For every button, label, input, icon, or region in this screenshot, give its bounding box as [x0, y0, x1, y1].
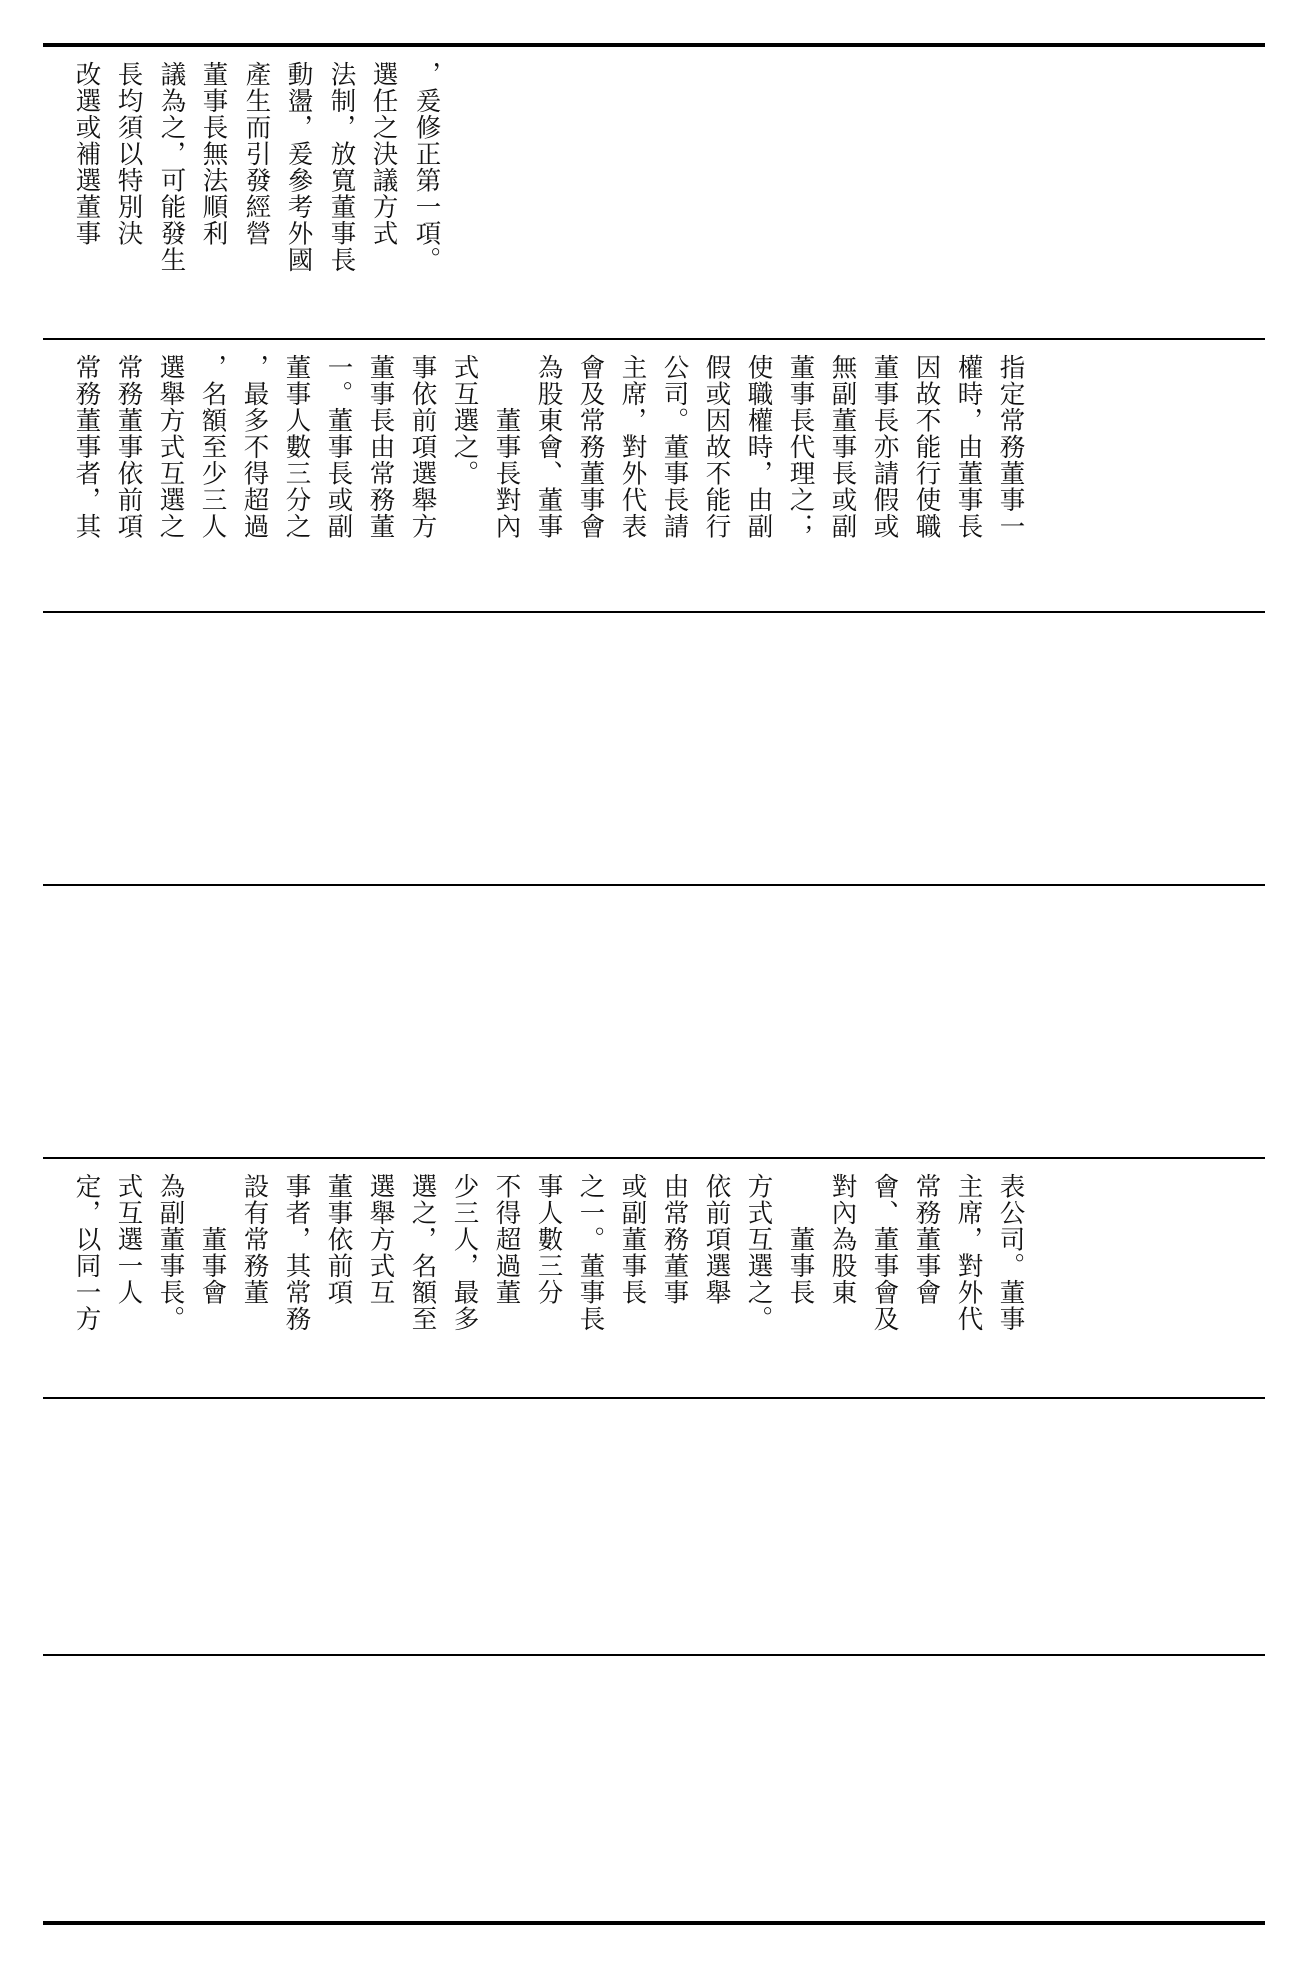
text-column: 常務董事依前項 — [113, 354, 144, 540]
panel-sixth — [43, 1399, 1265, 1654]
text-column: 選舉方式互 — [365, 1173, 396, 1306]
text-column: 主席，對外代表 — [617, 354, 648, 540]
text-column: 設有常務董 — [239, 1173, 270, 1306]
text-column: 或副董事長 — [617, 1173, 648, 1306]
text-column: 指定常務董事一 — [995, 354, 1026, 540]
text-column: ，最多不得超過 — [239, 354, 270, 540]
text-column: 少三人，最多 — [449, 1173, 480, 1332]
text-column: 產生而引發經營 — [241, 61, 272, 247]
text-column: 式互選之。 — [449, 354, 480, 487]
text-column: 表公司。董事 — [995, 1173, 1026, 1332]
text-column: 法制，放寬董事長 — [326, 61, 357, 273]
panel-fifth — [43, 1159, 1265, 1397]
text-column: 選之，名額至 — [407, 1173, 438, 1332]
text-column: 會及常務董事會 — [575, 354, 606, 540]
text-column: 假或因故不能行 — [701, 354, 732, 540]
text-column: 董事會 — [197, 1173, 228, 1306]
text-column: 董事長 — [785, 1173, 816, 1306]
text-column: 董事長對內 — [491, 354, 522, 540]
text-column: 動盪，爰參考外國 — [283, 61, 314, 273]
text-column: 董事依前項 — [323, 1173, 354, 1306]
text-column: 常務董事者，其 — [71, 354, 102, 540]
text-column: 方式互選之。 — [743, 1173, 774, 1332]
text-column: 事者，其常務 — [281, 1173, 312, 1332]
text-column: 議為之，可能發生 — [156, 61, 187, 273]
text-column: 長均須以特別決 — [113, 61, 144, 247]
text-column: 會、董事會及 — [869, 1173, 900, 1332]
panel-fourth — [43, 886, 1265, 1157]
text-column: 對內為股東 — [827, 1173, 858, 1306]
text-column: 改選或補選董事 — [71, 61, 102, 247]
text-column: 常務董事會 — [911, 1173, 942, 1306]
text-column: 董事長無法順利 — [198, 61, 229, 247]
text-column: 主席，對外代 — [953, 1173, 984, 1332]
text-column: 依前項選舉 — [701, 1173, 732, 1306]
text-column: 公司。董事長請 — [659, 354, 690, 540]
text-column: 事人數三分 — [533, 1173, 564, 1306]
panel-second — [43, 340, 1265, 611]
text-column: 為副董事長。 — [155, 1173, 186, 1332]
text-column: 董事人數三分之 — [281, 354, 312, 540]
panel-top-right — [43, 47, 1265, 338]
text-column: 董事長亦請假或 — [869, 354, 900, 540]
text-column: ，名額至少三人 — [197, 354, 228, 540]
text-column: 事依前項選舉方 — [407, 354, 438, 540]
text-column: 董事長由常務董 — [365, 354, 396, 540]
text-column: 因故不能行使職 — [911, 354, 942, 540]
text-column: 定，以同一方 — [71, 1173, 102, 1332]
text-column: 選任之決議方式 — [368, 61, 399, 247]
panel-bottom — [43, 1656, 1265, 1921]
text-column: 選舉方式互選之 — [155, 354, 186, 540]
text-column: 不得超過董 — [491, 1173, 522, 1306]
text-column: 董事長代理之； — [785, 354, 816, 540]
text-column: 權時，由董事長 — [953, 354, 984, 540]
text-column: 無副董事長或副 — [827, 354, 858, 540]
text-column: 由常務董事 — [659, 1173, 690, 1306]
text-column: 式互選一人 — [113, 1173, 144, 1306]
text-column: 一。董事長或副 — [323, 354, 354, 540]
text-column: 為股東會、董事 — [533, 354, 564, 540]
panel-third — [43, 613, 1265, 884]
bottom-rule — [43, 1921, 1265, 1925]
text-column: 使職權時，由副 — [743, 354, 774, 540]
text-column: ，爰修正第一項。 — [411, 61, 442, 273]
text-column: 之一。董事長 — [575, 1173, 606, 1332]
